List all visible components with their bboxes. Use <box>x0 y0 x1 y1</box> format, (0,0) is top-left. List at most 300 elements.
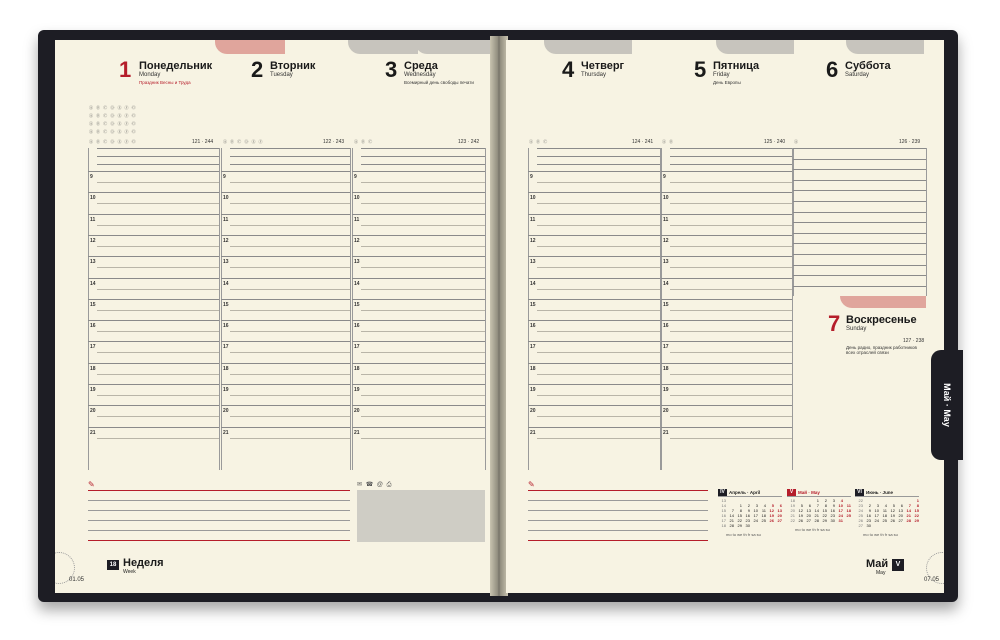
half-hour-line <box>230 203 350 204</box>
calendar-day: 1 <box>816 498 819 503</box>
pre-hour-line[interactable] <box>97 164 219 165</box>
notes-line[interactable] <box>528 520 708 521</box>
day-count: 126 · 239 <box>899 139 921 145</box>
hour-row[interactable] <box>661 341 792 363</box>
hour-label: 10 <box>663 195 669 202</box>
calendar-day: 2 <box>747 503 750 508</box>
hour-label: 18 <box>663 365 669 372</box>
hour-row[interactable] <box>88 171 219 193</box>
day-count: 123 · 242 <box>458 139 480 145</box>
half-hour-line <box>670 225 792 226</box>
saturday-line[interactable] <box>793 286 926 287</box>
hour-row[interactable] <box>352 341 485 363</box>
hour-row[interactable] <box>528 427 660 449</box>
hour-label: 21 <box>354 429 360 436</box>
half-hour-line <box>97 246 219 247</box>
moon-phase-icons: Ⓐ Ⓑ Ⓒ Ⓓ Ⓔ Ⓕ Ⓖ <box>89 105 137 110</box>
moon-phase-icons: Ⓐ Ⓑ Ⓒ Ⓓ Ⓔ Ⓕ Ⓖ <box>89 129 137 134</box>
hour-label: 21 <box>223 429 229 436</box>
day-name-en: Friday <box>713 72 730 78</box>
month-label: Май <box>866 558 889 570</box>
hour-label: 17 <box>530 344 536 351</box>
half-hour-line <box>97 289 219 290</box>
notes-line[interactable] <box>528 510 708 511</box>
calendar-day: 15 <box>914 508 919 513</box>
hour-label: 16 <box>90 323 96 330</box>
pre-hour-line[interactable] <box>97 156 219 157</box>
hour-row[interactable] <box>88 192 219 214</box>
calendar-day: 15 <box>737 513 742 518</box>
hour-row[interactable] <box>221 235 350 257</box>
calendar-day: 25 <box>882 518 887 523</box>
pre-hour-line[interactable] <box>537 164 660 165</box>
calendar-day: 29 <box>737 523 742 528</box>
half-hour-line <box>97 225 219 226</box>
hour-row[interactable] <box>352 320 485 342</box>
day-number: 7 <box>828 311 841 336</box>
calendar-day: 22 <box>914 513 919 518</box>
hour-label: 18 <box>90 365 96 372</box>
pre-hour-line[interactable] <box>670 148 792 149</box>
calendar-day: 24 <box>874 518 879 523</box>
hour-row[interactable] <box>661 320 792 342</box>
column-symbols: Ⓐ Ⓑ Ⓒ Ⓓ Ⓔ Ⓕ <box>223 139 264 144</box>
hour-row[interactable] <box>528 405 660 427</box>
saturday-line[interactable] <box>793 190 926 191</box>
page-date: 01.05 <box>69 577 85 583</box>
contact-icons: ✉ ☎ @ ⎙ <box>357 482 393 488</box>
hour-row[interactable] <box>352 192 485 214</box>
calendar-day: 13 <box>806 508 811 513</box>
calendar-day: 23 <box>745 518 750 523</box>
month-tab[interactable] <box>931 350 963 460</box>
mini-calendar-header <box>787 489 851 497</box>
calendar-day: 7 <box>731 508 734 513</box>
day-name-en: Saturday <box>845 72 870 78</box>
hour-row[interactable] <box>221 299 350 321</box>
hour-label: 13 <box>663 259 669 266</box>
half-hour-line <box>230 331 350 332</box>
half-hour-line <box>97 374 219 375</box>
day-tab-monday <box>215 40 285 54</box>
weekday-labels: mo tu we th fr sa su <box>726 532 761 537</box>
saturday-line[interactable] <box>793 169 926 170</box>
calendar-day: 3 <box>755 503 758 508</box>
calendar-day: 20 <box>806 513 811 518</box>
pre-hour-line[interactable] <box>230 148 350 149</box>
hour-row[interactable] <box>221 256 350 278</box>
week-number: 20 <box>790 508 795 513</box>
hour-row[interactable] <box>528 256 660 278</box>
pre-hour-line[interactable] <box>97 148 219 149</box>
hour-row[interactable] <box>221 341 350 363</box>
hour-label: 11 <box>90 216 96 223</box>
week-number: 19 <box>790 503 795 508</box>
hour-label: 15 <box>663 301 669 308</box>
mini-calendar-header <box>718 489 782 497</box>
day-name: Пятница <box>713 60 760 72</box>
hour-row[interactable] <box>221 278 350 300</box>
week-number: 18 <box>721 523 726 528</box>
saturday-line[interactable] <box>793 201 926 202</box>
calendar-day: 22 <box>737 518 742 523</box>
calendar-day: 24 <box>838 513 843 518</box>
saturday-line[interactable] <box>793 180 926 181</box>
half-hour-line <box>537 395 660 396</box>
calendar-day: 27 <box>806 518 811 523</box>
calendar-day: 2 <box>824 498 827 503</box>
notes-line[interactable] <box>528 530 708 531</box>
calendar-day: 21 <box>906 513 911 518</box>
calendar-day: 25 <box>761 518 766 523</box>
calendar-day: 17 <box>874 513 879 518</box>
hour-row[interactable] <box>88 363 219 385</box>
hour-row[interactable] <box>661 405 792 427</box>
pre-hour-line[interactable] <box>230 156 350 157</box>
hour-label: 11 <box>530 216 536 223</box>
hour-label: 10 <box>530 195 536 202</box>
half-hour-line <box>537 267 660 268</box>
month-badge: V <box>892 559 904 571</box>
hour-row[interactable] <box>528 384 660 406</box>
saturday-line[interactable] <box>793 275 926 276</box>
half-hour-line <box>537 331 660 332</box>
hour-row[interactable] <box>528 214 660 236</box>
half-hour-line <box>361 395 485 396</box>
hour-label: 10 <box>90 195 96 202</box>
saturday-line[interactable] <box>793 159 926 160</box>
saturday-line[interactable] <box>793 212 926 213</box>
hour-label: 18 <box>530 365 536 372</box>
saturday-line[interactable] <box>793 265 926 266</box>
pre-hour-line[interactable] <box>670 164 792 165</box>
column-symbols: Ⓐ Ⓑ Ⓒ <box>354 139 374 144</box>
calendar-day: 12 <box>890 508 895 513</box>
weekday-labels: mo tu we th fr sa su <box>863 532 898 537</box>
hour-label: 11 <box>223 216 229 223</box>
half-hour-line <box>361 225 485 226</box>
half-hour-line <box>670 438 792 439</box>
week-number: 13 <box>721 498 726 503</box>
calendar-day: 14 <box>814 508 819 513</box>
notes-line[interactable] <box>88 520 350 521</box>
calendar-day: 8 <box>824 503 827 508</box>
day-number: 2 <box>251 57 264 82</box>
calendar-day: 16 <box>830 508 835 513</box>
calendar-day: 7 <box>908 503 911 508</box>
calendar-day: 19 <box>769 513 774 518</box>
day-count: 127 · 238 <box>903 338 925 344</box>
hour-label: 18 <box>354 365 360 372</box>
saturday-line[interactable] <box>793 148 926 149</box>
pre-hour-line[interactable] <box>537 148 660 149</box>
calendar-day: 9 <box>832 503 835 508</box>
hour-label: 9 <box>90 174 93 180</box>
notes-red-line <box>528 490 708 491</box>
hour-label: 19 <box>354 387 360 393</box>
pre-hour-line[interactable] <box>361 164 485 165</box>
calendar-day: 21 <box>729 518 734 523</box>
calendar-day: 28 <box>814 518 819 523</box>
hour-row[interactable] <box>88 299 219 321</box>
half-hour-line <box>537 374 660 375</box>
calendar-day: 16 <box>745 513 750 518</box>
hour-label: 18 <box>223 365 229 372</box>
calendar-day: 23 <box>830 513 835 518</box>
hour-row[interactable] <box>221 320 350 342</box>
hour-row[interactable] <box>221 427 350 449</box>
hour-row[interactable] <box>528 299 660 321</box>
half-hour-line <box>537 182 660 183</box>
day-name: Воскресенье <box>846 314 917 326</box>
hour-row[interactable] <box>88 278 219 300</box>
hour-label: 19 <box>90 387 96 393</box>
calendar-day: 26 <box>798 518 803 523</box>
half-hour-line <box>361 182 485 183</box>
saturday-line[interactable] <box>793 243 926 244</box>
day-count: 121 · 244 <box>192 139 214 145</box>
weekday-labels: mo tu we th fr sa su <box>795 527 830 532</box>
pre-hour-line[interactable] <box>230 164 350 165</box>
calendar-day: 11 <box>882 508 887 513</box>
calendar-day: 20 <box>777 513 782 518</box>
week-number: 18 <box>790 498 795 503</box>
hour-label: 17 <box>354 344 360 351</box>
hour-label: 17 <box>90 344 96 351</box>
calendar-day: 18 <box>761 513 766 518</box>
hour-row[interactable] <box>352 363 485 385</box>
hour-row[interactable] <box>661 278 792 300</box>
day-number: 4 <box>562 57 575 82</box>
hour-row[interactable] <box>88 341 219 363</box>
hour-row[interactable] <box>352 256 485 278</box>
hour-row[interactable] <box>528 341 660 363</box>
hour-row[interactable] <box>221 405 350 427</box>
month-number-badge: IV <box>718 489 727 496</box>
half-hour-line <box>361 203 485 204</box>
calendar-day: 28 <box>729 523 734 528</box>
hour-row[interactable] <box>661 363 792 385</box>
hour-label: 9 <box>663 174 666 180</box>
hour-row[interactable] <box>352 405 485 427</box>
week-number: 22 <box>790 518 795 523</box>
hour-label: 14 <box>223 280 229 287</box>
day-number: 1 <box>119 57 132 82</box>
half-hour-line <box>230 289 350 290</box>
half-hour-line <box>97 203 219 204</box>
notes-line[interactable] <box>88 510 350 511</box>
notes-line[interactable] <box>88 500 350 501</box>
left-page <box>55 40 492 593</box>
calendar-day: 29 <box>822 518 827 523</box>
calendar-day: 10 <box>753 508 758 513</box>
hour-row[interactable] <box>528 235 660 257</box>
pre-hour-line[interactable] <box>537 156 660 157</box>
calendar-day: 4 <box>884 503 887 508</box>
hour-row[interactable] <box>528 192 660 214</box>
half-hour-line <box>537 246 660 247</box>
hour-row[interactable] <box>88 235 219 257</box>
hour-label: 9 <box>530 174 533 180</box>
hour-row[interactable] <box>661 299 792 321</box>
hour-row[interactable] <box>88 320 219 342</box>
day-name-en: Thursday <box>581 72 607 78</box>
week-number: 21 <box>790 513 795 518</box>
half-hour-line <box>361 267 485 268</box>
hour-row[interactable] <box>528 171 660 193</box>
mini-calendar-title: Июнь · June <box>866 490 894 495</box>
hour-label: 12 <box>663 237 669 244</box>
hour-label: 14 <box>663 280 669 287</box>
hour-label: 13 <box>354 259 360 266</box>
day-name-en: Tuesday <box>270 72 293 78</box>
day-tab-wednesday <box>415 40 492 54</box>
hour-row[interactable] <box>221 171 350 193</box>
half-hour-line <box>230 416 350 417</box>
contacts-block[interactable] <box>357 490 485 542</box>
hour-row[interactable] <box>528 363 660 385</box>
calendar-day: 7 <box>816 503 819 508</box>
hour-row[interactable] <box>221 384 350 406</box>
month-label-en: May <box>876 570 886 576</box>
half-hour-line <box>670 267 792 268</box>
hour-row[interactable] <box>528 278 660 300</box>
half-hour-line <box>537 289 660 290</box>
pre-hour-line[interactable] <box>361 148 485 149</box>
saturday-line[interactable] <box>793 222 926 223</box>
day-count: 125 · 240 <box>764 139 786 145</box>
calendar-day: 13 <box>777 508 782 513</box>
calendar-day: 19 <box>798 513 803 518</box>
calendar-day: 1 <box>739 503 742 508</box>
half-hour-line <box>537 310 660 311</box>
half-hour-line <box>670 395 792 396</box>
hour-label: 20 <box>530 408 536 415</box>
calendar-day: 25 <box>846 513 851 518</box>
saturday-line[interactable] <box>793 254 926 255</box>
hour-row[interactable] <box>352 171 485 193</box>
mini-calendar-row <box>787 518 851 523</box>
half-hour-line <box>670 310 792 311</box>
hour-label: 15 <box>90 301 96 308</box>
right-page <box>506 40 944 593</box>
calendar-day: 3 <box>832 498 835 503</box>
hour-row[interactable] <box>661 427 792 449</box>
hour-row[interactable] <box>352 427 485 449</box>
calendar-day: 1 <box>916 498 919 503</box>
mini-calendar-row <box>855 523 919 528</box>
hour-row[interactable] <box>221 192 350 214</box>
mini-calendar-header <box>855 489 919 497</box>
calendar-day: 10 <box>874 508 879 513</box>
notes-red-line <box>88 540 350 541</box>
hour-label: 12 <box>354 237 360 244</box>
day-count: 122 · 243 <box>323 139 345 145</box>
mini-calendar <box>787 489 851 532</box>
calendar-day: 19 <box>890 513 895 518</box>
hour-row[interactable] <box>661 384 792 406</box>
hour-row[interactable] <box>661 235 792 257</box>
hour-row[interactable] <box>88 214 219 236</box>
hour-row[interactable] <box>352 384 485 406</box>
half-hour-line <box>670 352 792 353</box>
calendar-day: 6 <box>779 503 782 508</box>
hour-label: 20 <box>354 408 360 415</box>
hour-row[interactable] <box>352 214 485 236</box>
week-number: 14 <box>721 503 726 508</box>
hour-label: 15 <box>530 301 536 308</box>
hour-row[interactable] <box>88 256 219 278</box>
hour-row[interactable] <box>221 363 350 385</box>
half-hour-line <box>670 374 792 375</box>
pre-hour-line[interactable] <box>361 156 485 157</box>
hour-row[interactable] <box>528 320 660 342</box>
calendar-day: 5 <box>800 503 803 508</box>
pencil-icon: ✎ <box>88 480 95 489</box>
hour-row[interactable] <box>661 256 792 278</box>
calendar-day: 27 <box>777 518 782 523</box>
hour-row[interactable] <box>352 235 485 257</box>
hour-row[interactable] <box>88 384 219 406</box>
half-hour-line <box>670 203 792 204</box>
hour-row[interactable] <box>88 405 219 427</box>
hour-row[interactable] <box>221 214 350 236</box>
hour-label: 15 <box>223 301 229 308</box>
hour-label: 14 <box>90 280 96 287</box>
calendar-day: 20 <box>898 513 903 518</box>
hour-label: 20 <box>90 408 96 415</box>
hour-row[interactable] <box>661 192 792 214</box>
pre-hour-line[interactable] <box>670 156 792 157</box>
hour-label: 9 <box>223 174 226 180</box>
hour-label: 14 <box>530 280 536 287</box>
half-hour-line <box>361 438 485 439</box>
hour-label: 17 <box>663 344 669 351</box>
week-label-en: Week <box>123 569 136 575</box>
hour-label: 21 <box>530 429 536 436</box>
half-hour-line <box>230 438 350 439</box>
calendar-day: 2 <box>868 503 871 508</box>
half-hour-line <box>97 416 219 417</box>
half-hour-line <box>670 182 792 183</box>
hour-label: 20 <box>663 408 669 415</box>
day-number: 5 <box>694 57 707 82</box>
hour-label: 15 <box>354 301 360 308</box>
half-hour-line <box>230 246 350 247</box>
calendar-day: 26 <box>890 518 895 523</box>
hour-row[interactable] <box>88 427 219 449</box>
calendar-day: 26 <box>769 518 774 523</box>
calendar-day: 9 <box>747 508 750 513</box>
notes-line[interactable] <box>88 530 350 531</box>
hour-label: 19 <box>530 387 536 393</box>
hour-row[interactable] <box>352 278 485 300</box>
hour-label: 17 <box>223 344 229 351</box>
half-hour-line <box>670 416 792 417</box>
hour-row[interactable] <box>661 214 792 236</box>
column-symbols: Ⓐ Ⓑ Ⓒ Ⓓ Ⓔ Ⓕ Ⓖ <box>89 139 137 144</box>
saturday-line[interactable] <box>793 233 926 234</box>
calendar-day: 18 <box>846 508 851 513</box>
hour-row[interactable] <box>661 171 792 193</box>
notes-line[interactable] <box>528 500 708 501</box>
calendar-day: 16 <box>866 513 871 518</box>
calendar-day: 30 <box>866 523 871 528</box>
week-number: 17 <box>721 518 726 523</box>
hour-label: 10 <box>223 195 229 202</box>
half-hour-line <box>670 331 792 332</box>
hour-row[interactable] <box>352 299 485 321</box>
